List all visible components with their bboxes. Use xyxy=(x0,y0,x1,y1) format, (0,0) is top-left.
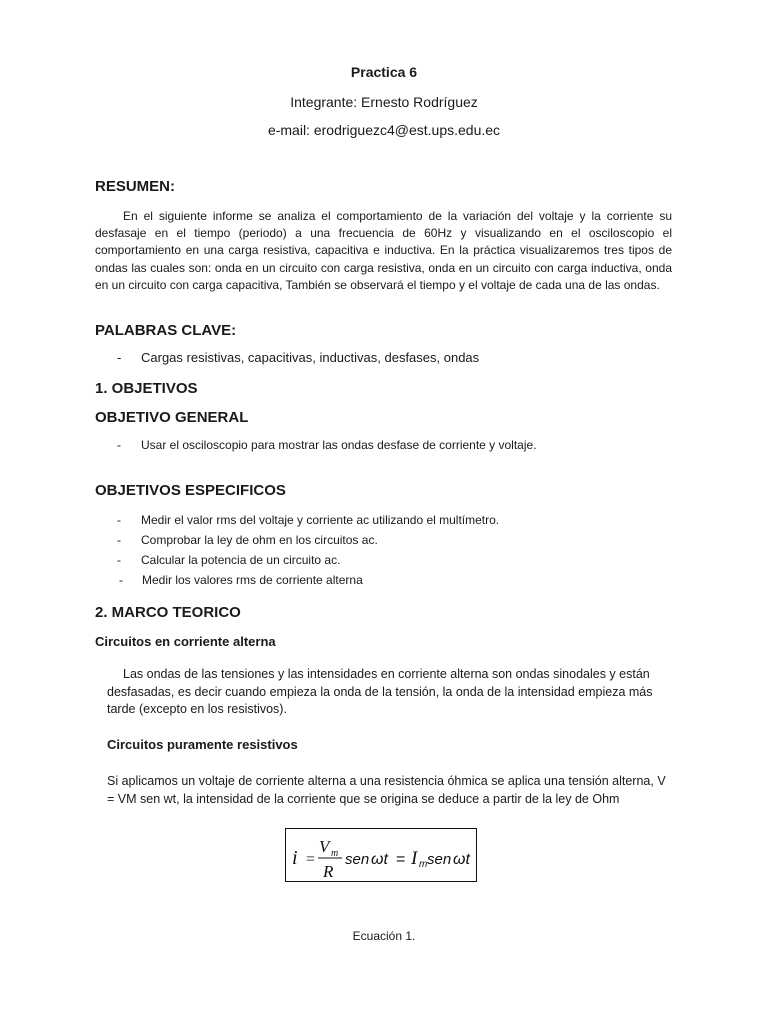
objetivo-especifico-text: Medir el valor rms del voltaje y corriente ac utilizando el multímetro. xyxy=(141,513,500,527)
eq-vm-sub: m xyxy=(331,848,339,859)
email-line: e-mail: erodriguezc4@est.ups.edu.ec xyxy=(267,122,501,138)
marco-heading: 2. MARCO TEORICO xyxy=(95,604,241,621)
objetivo-especifico-text: Medir los valores rms de corriente alterna xyxy=(142,573,363,587)
keyword-text: Cargas resistivas, capacitivas, inductivas, desfases, ondas xyxy=(141,350,480,365)
objetivos-especificos-heading: OBJETIVOS ESPECIFICOS xyxy=(95,482,286,499)
marco-paragraph-resistivos: Si aplicamos un voltaje de corriente alterna a una resistencia óhmica se aplica una tensión alterna, V = VM sen wt, la intensidad de la corriente que se origina se deduce a partir de la ley de Ohm xyxy=(107,774,666,806)
eq-im: I xyxy=(411,848,418,869)
objetivo-general-text: Usar el osciloscopio para mostrar las ondas desfase de corriente y voltaje. xyxy=(141,438,537,452)
eq-sen-2: sen xyxy=(427,851,452,868)
objetivos-especificos-list xyxy=(117,510,499,590)
eq-equals-2: = xyxy=(396,851,406,868)
objetivo-general-list xyxy=(117,438,537,452)
resumen-text: En el siguiente informe se analiza el comportamiento de la variación del voltaje y la corriente su desfasaje en el tiempo (periodo) a una frecuencia de 60Hz y visualizando en el osciloscopio el comportamiento en una carga resistiva, capacitiva e inductiva. En la práctica visualizaremos tres tipos de ondas las cuales son: onda en un circuito con carga resistiva, onda en un circuito con carga inductiva, onda en un circuito con carga capacitiva, También se observará el tiempo y el voltaje de cada una de las ondas. xyxy=(95,209,672,292)
eq-wt-1: ωt xyxy=(371,851,388,868)
objetivos-heading: 1. OBJETIVOS xyxy=(95,380,198,397)
keywords-list xyxy=(117,350,479,365)
list-item: - Comprobar la ley de ohm en los circuitos ac. xyxy=(117,533,378,547)
objetivo-especifico-text: Comprobar la ley de ohm en los circuitos ac. xyxy=(141,533,378,547)
eq-equals-1: = xyxy=(306,851,316,868)
list-item: - Usar el osciloscopio para mostrar las ondas desfase de corriente y voltaje. xyxy=(117,438,537,452)
resumen-heading: RESUMEN: xyxy=(95,178,176,195)
equation-caption: Ecuación 1. xyxy=(352,929,416,943)
keywords-heading: PALABRAS CLAVE: xyxy=(95,322,237,339)
resumen-paragraph xyxy=(95,208,672,294)
list-item: - Calcular la potencia de un circuito ac. xyxy=(117,553,341,567)
eq-i: i xyxy=(292,847,298,869)
marco-subheading-resistivos: Circuitos puramente resistivos xyxy=(107,737,298,752)
equation-box xyxy=(285,828,477,882)
marco-paragraph-alterna xyxy=(107,666,667,719)
list-item: - Medir el valor rms del voltaje y corriente ac utilizando el multímetro. xyxy=(117,513,500,527)
author-line: Integrante: Ernesto Rodríguez xyxy=(290,94,478,110)
list-item: - Cargas resistivas, capacitivas, inductivas, desfases, ondas xyxy=(117,350,480,365)
eq-vm: V xyxy=(319,837,330,856)
eq-sen-1: sen xyxy=(345,851,370,868)
objetivo-especifico-text: Calcular la potencia de un circuito ac. xyxy=(141,553,341,567)
page-title: Practica 6 xyxy=(350,64,418,80)
objetivo-general-heading: OBJETIVO GENERAL xyxy=(95,409,249,426)
marco-text-alterna: Las ondas de las tensiones y las intensidades en corriente alterna son ondas sinodales y están desfasadas, es decir cuando empieza la onda de la tensión, la onda de la intensidad empieza más tarde (excepto en los resistivos). xyxy=(107,667,653,716)
marco-subheading-alterna: Circuitos en corriente alterna xyxy=(95,634,276,649)
equation-formula xyxy=(286,829,476,881)
eq-im-sub: m xyxy=(419,859,428,870)
eq-r: R xyxy=(323,862,334,881)
eq-wt-2: ωt xyxy=(453,851,470,868)
list-item: - Medir los valores rms de corriente alterna xyxy=(119,573,363,587)
